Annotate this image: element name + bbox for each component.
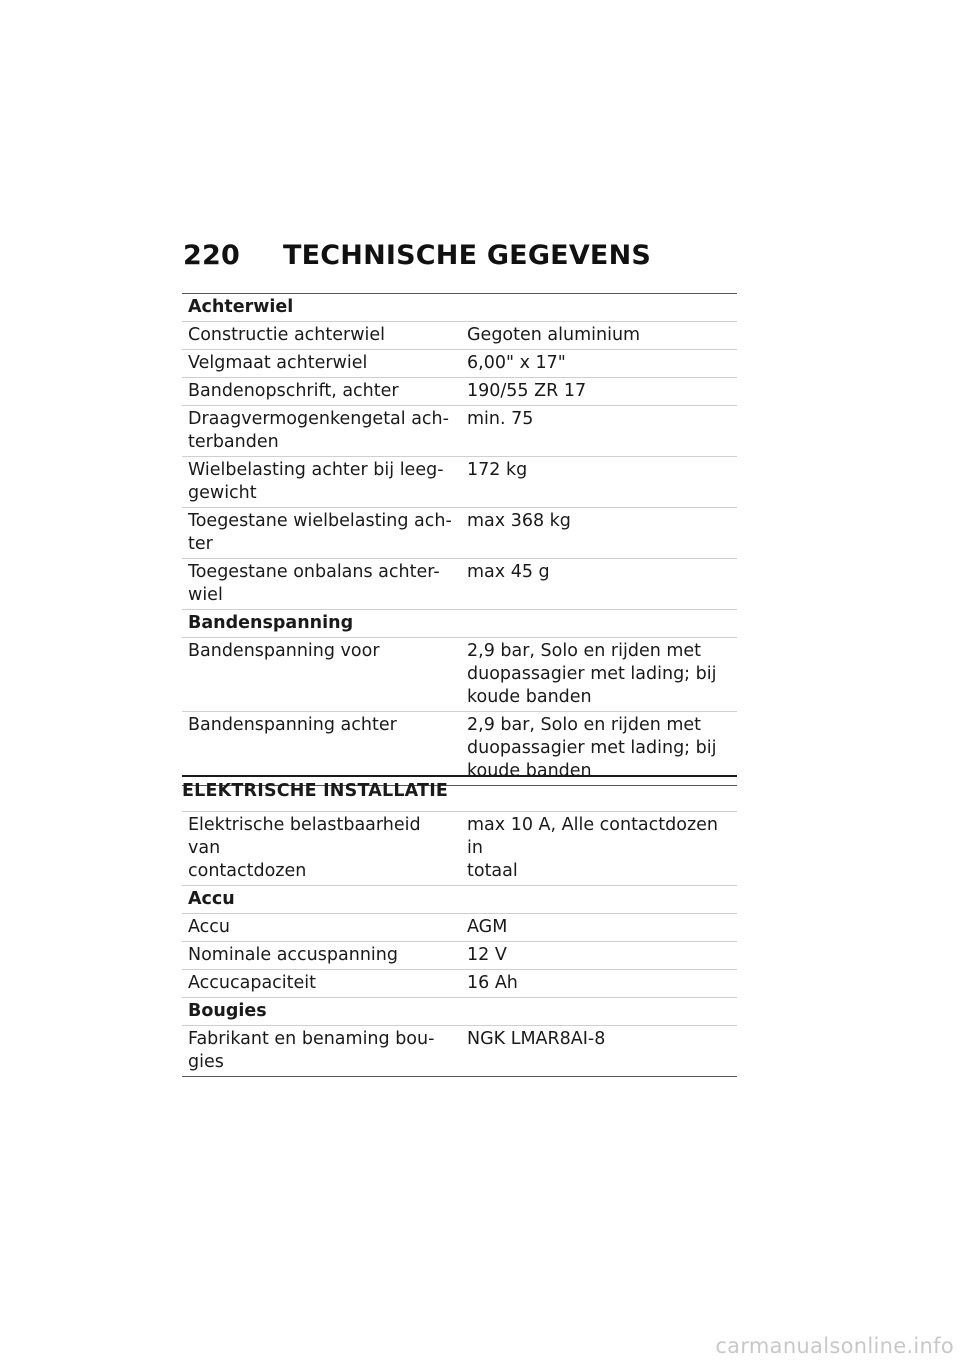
- table-row: [182, 322, 737, 350]
- section-title-electrical: ELEKTRISCHE INSTALLATIE: [182, 775, 737, 812]
- spec-label: Nominale accuspanning: [182, 942, 460, 970]
- table-group-row: [182, 886, 737, 914]
- watermark: carmanualsonline.info: [715, 1334, 954, 1358]
- table-row: [182, 378, 737, 406]
- spec-label: Accucapaciteit: [182, 970, 460, 998]
- group-heading-achterwiel: Achterwiel: [182, 294, 737, 322]
- spec-value: Gegoten aluminium: [460, 322, 737, 350]
- table-row: [182, 914, 737, 942]
- page-header: [183, 240, 743, 271]
- spec-value: 16 Ah: [460, 970, 737, 998]
- spec-label: Toegestane onbalans achter- wiel: [182, 559, 460, 610]
- spec-label: Accu: [182, 914, 460, 942]
- spec-label: Elektrische belastbaarheid van contactdozen: [182, 812, 460, 886]
- spec-label: Draagvermogenkengetal ach- terbanden: [182, 406, 460, 457]
- spec-value: max 45 g: [460, 559, 737, 610]
- group-heading-accu: Accu: [182, 886, 737, 914]
- chapter-title: TECHNISCHE GEGEVENS: [283, 240, 652, 271]
- table-row: [182, 406, 737, 457]
- table-group-row: [182, 998, 737, 1026]
- spec-value: AGM: [460, 914, 737, 942]
- spec-label: Bandenspanning achter: [182, 712, 460, 786]
- group-heading-bougies: Bougies: [182, 998, 737, 1026]
- spec-value: 172 kg: [460, 457, 737, 508]
- spec-label: Velgmaat achterwiel: [182, 350, 460, 378]
- spec-value: min. 75: [460, 406, 737, 457]
- spec-value: 12 V: [460, 942, 737, 970]
- table-row: [182, 350, 737, 378]
- spec-value: max 368 kg: [460, 508, 737, 559]
- spec-value: 6,00" x 17": [460, 350, 737, 378]
- table-group-row: [182, 294, 737, 322]
- table-row: [182, 638, 737, 712]
- spec-value: 2,9 bar, Solo en rijden met duopassagier met lading; bij koude banden: [460, 638, 737, 712]
- spec-label: Wielbelasting achter bij leeg- gewicht: [182, 457, 460, 508]
- table-row: [182, 970, 737, 998]
- spec-value: max 10 A, Alle contactdozen in totaal: [460, 812, 737, 886]
- spec-label: Fabrikant en benaming bou- gies: [182, 1026, 460, 1077]
- table-row: [182, 508, 737, 559]
- group-heading-bandenspanning: Bandenspanning: [182, 610, 737, 638]
- spec-value: 190/55 ZR 17: [460, 378, 737, 406]
- table-group-row: [182, 610, 737, 638]
- table-row: [182, 942, 737, 970]
- rear-wheel-table: [182, 294, 737, 786]
- table-row: [182, 1026, 737, 1077]
- spec-value: 2,9 bar, Solo en rijden met duopassagier met lading; bij koude banden: [460, 712, 737, 786]
- table-row: [182, 559, 737, 610]
- table-row: [182, 457, 737, 508]
- spec-label: Constructie achterwiel: [182, 322, 460, 350]
- spec-value: NGK LMAR8AI-8: [460, 1026, 737, 1077]
- electrical-table: [182, 812, 737, 1077]
- table-row: [182, 812, 737, 886]
- electrical-block: [182, 775, 737, 1077]
- spec-label: Bandenopschrift, achter: [182, 378, 460, 406]
- page-number: 220: [183, 240, 240, 271]
- rear-wheel-block: [182, 293, 737, 786]
- spec-label: Bandenspanning voor: [182, 638, 460, 712]
- spec-label: Toegestane wielbelasting ach- ter: [182, 508, 460, 559]
